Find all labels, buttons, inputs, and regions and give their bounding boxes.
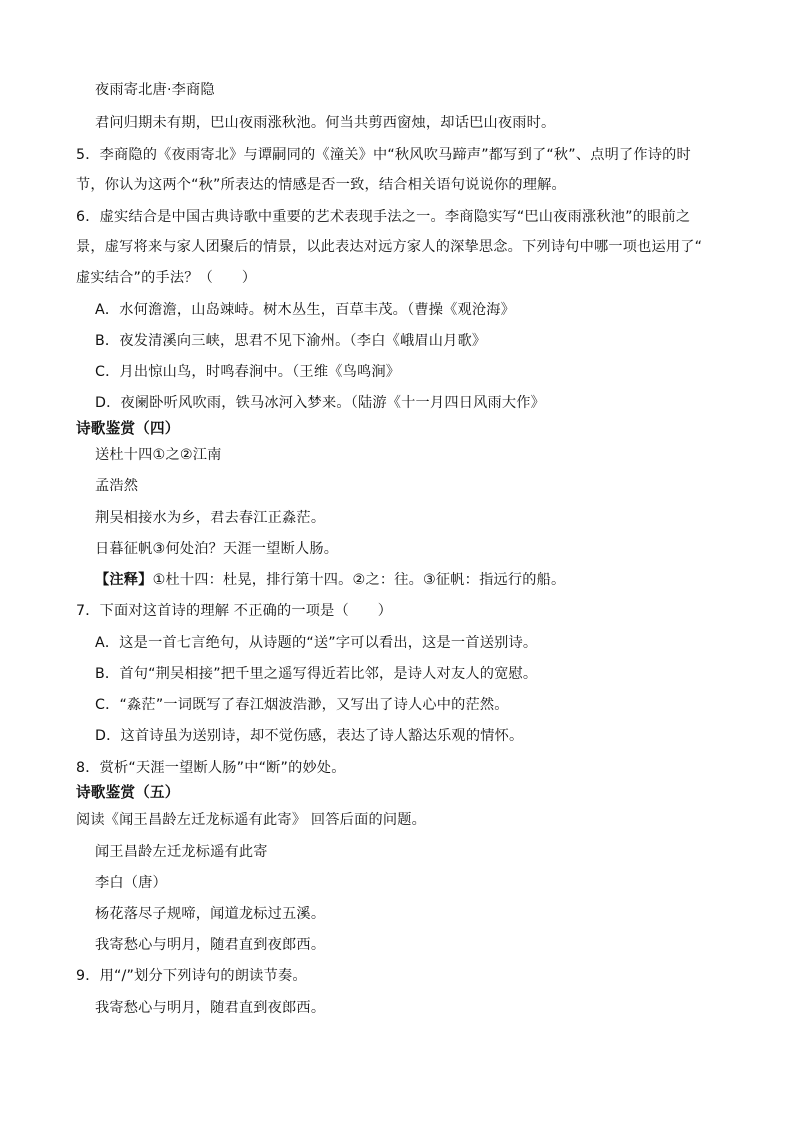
reading-instruction: 阅读《闻王昌龄左迁龙标遥有此寄》 回答后面的问题。 bbox=[76, 812, 427, 828]
section-heading-4: 诗歌鉴赏（四） bbox=[76, 420, 180, 437]
poem-5-line-1: 杨花落尽子规啼，闻道龙标过五溪。 bbox=[95, 906, 326, 922]
poem-4-line-2: 日暮征帆③何处泊？天涯一望断人肠。 bbox=[95, 541, 339, 557]
question-6-line-1: 6．虚实结合是中国古典诗歌中重要的艺术表现手法之一。李商隐实写“巴山夜雨涨秋池”的眼前之 bbox=[76, 209, 691, 225]
annotation-label: 【注释】 bbox=[95, 572, 153, 588]
poem-4-title: 送杜十四①之②江南 bbox=[95, 447, 222, 463]
question-6-option-c: C．月出惊山鸟，时鸣春涧中。（王维《鸟鸣涧》 bbox=[95, 364, 401, 380]
question-9: 9．用“/”划分下列诗句的朗读节奏。 bbox=[76, 968, 307, 984]
question-6-option-d: D．夜阑卧听风吹雨，铁马冰河入梦来。（陆游《十一月四日风雨大作》 bbox=[95, 395, 546, 411]
poem-5-title: 闻王昌龄左迁龙标遥有此寄 bbox=[95, 844, 268, 860]
question-8: 8．赏析“天涯一望断人肠”中“断”的妙处。 bbox=[76, 760, 346, 776]
question-7-option-c: C．“淼茫”一词既写了春江烟波浩渺，又写出了诗人心中的茫然。 bbox=[95, 697, 509, 713]
poem-title-line: 夜雨寄北唐·李商隐 bbox=[95, 82, 215, 98]
question-6-option-a: A．水何澹澹，山岛竦峙。树木丛生，百草丰茂。（曹操《观沧海》 bbox=[95, 302, 516, 318]
question-6-line-2: 景，虚写将来与家人团聚后的情景，以此表达对远方家人的深挚思念。下列诗句中哪一项也运用了“ bbox=[76, 239, 703, 255]
question-7: 7．下面对这首诗的理解 不正确的一项是（ ） bbox=[76, 603, 393, 619]
poem-4-line-1: 荆吴相接水为乡，君去春江正淼茫。 bbox=[95, 510, 326, 526]
question-5-line-2: 节，你认为这两个“秋”所表达的情感是否一致，结合相关语句说说你的理解。 bbox=[76, 177, 566, 193]
poem-5-line-2: 我寄愁心与明月，随君直到夜郎西。 bbox=[95, 937, 326, 953]
poem-4-author: 孟浩然 bbox=[95, 478, 139, 494]
question-7-option-b: B．首句“荆吴相接”把千里之遥写得近若比邻，是诗人对友人的宽慰。 bbox=[95, 666, 538, 682]
poem-4-annotation bbox=[95, 570, 565, 590]
poem-text-line: 君问归期未有期，巴山夜雨涨秋池。何当共剪西窗烛，却话巴山夜雨时。 bbox=[95, 115, 556, 131]
question-5-line-1: 5．李商隐的《夜雨寄北》与谭嗣同的《潼关》中“秋风吹马蹄声”都写到了“秋”、点明了作诗的时 bbox=[76, 147, 691, 163]
question-7-option-d: D．这首诗虽为送别诗，却不觉伤感，表达了诗人豁达乐观的情怀。 bbox=[95, 728, 524, 744]
poem-5-author: 李白（唐） bbox=[95, 875, 167, 891]
section-heading-5: 诗歌鉴赏（五） bbox=[76, 784, 180, 801]
question-6-option-b: B．夜发清溪向三峡，思君不见下渝州。（李白《峨眉山月歌》 bbox=[95, 333, 487, 349]
question-6-line-3: 虚实结合”的手法？（ ） bbox=[76, 270, 257, 286]
annotation-text: ①杜十四：杜晃，排行第十四。②之：往。③征帆：指远行的船。 bbox=[152, 572, 566, 588]
question-9-line: 我寄愁心与明月，随君直到夜郎西。 bbox=[95, 1000, 326, 1016]
question-7-option-a: A．这是一首七言绝句，从诗题的“送”字可以看出，这是一首送别诗。 bbox=[95, 635, 538, 651]
